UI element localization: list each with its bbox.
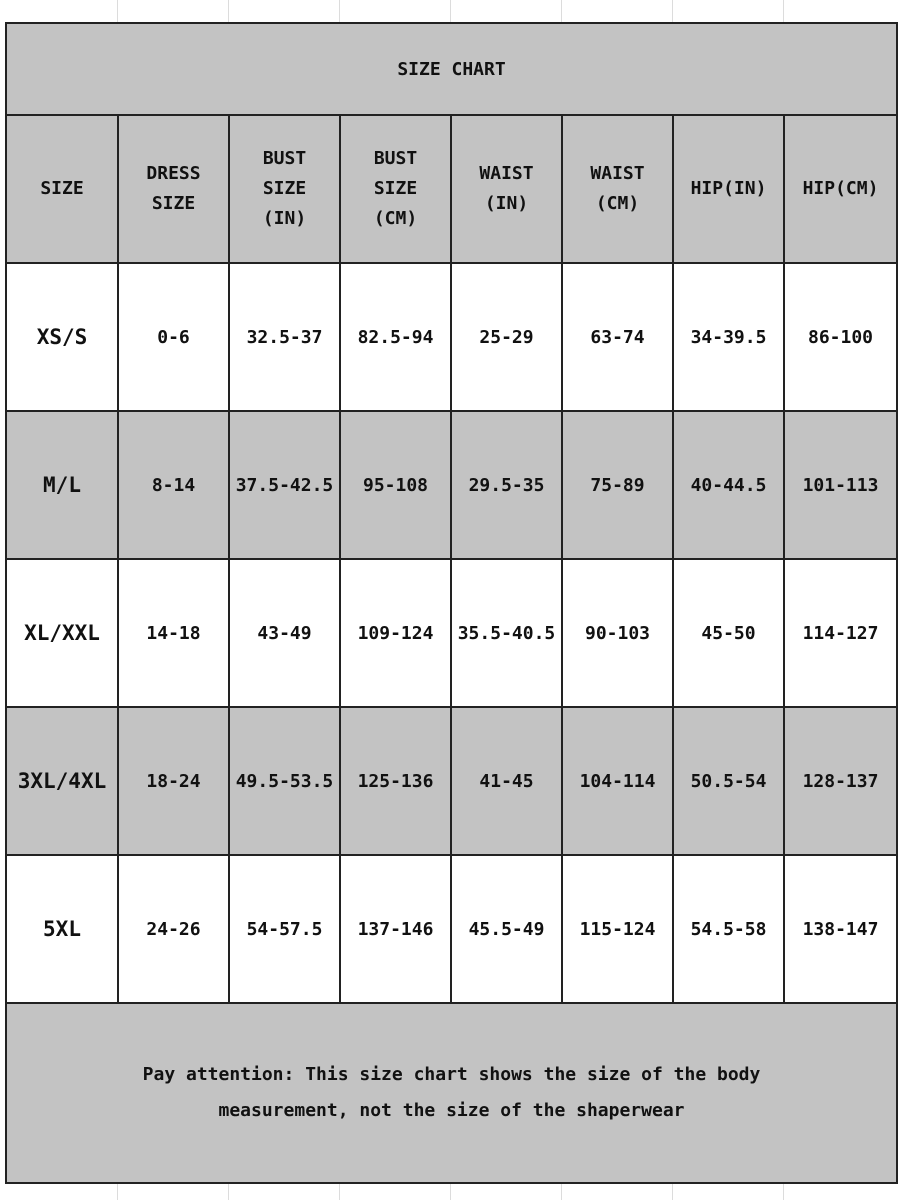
table-row [6, 411, 897, 559]
dress-size-cell: 8-14 [118, 411, 229, 559]
bust-in-cell: 32.5-37 [229, 263, 340, 411]
size-label-cell: 5XL [6, 855, 118, 1003]
gridline [117, 0, 118, 22]
size-chart-table [5, 22, 898, 1184]
note-line: measurement, not the size of the shaperwear [218, 1100, 685, 1121]
size-label-cell: XL/XXL [6, 559, 118, 707]
table-row [6, 559, 897, 707]
waist-in-cell: 25-29 [451, 263, 562, 411]
hip-cm-cell: 138-147 [784, 855, 897, 1003]
column-header-waist-in: WAIST (IN) [451, 115, 562, 263]
column-header-dress-size: DRESS SIZE [118, 115, 229, 263]
hip-cm-cell: 86-100 [784, 263, 897, 411]
size-label-cell: M/L [6, 411, 118, 559]
note-line: Pay attention: This size chart shows the size of the body [142, 1064, 761, 1085]
table-row [6, 263, 897, 411]
gridline [561, 0, 562, 22]
bust-cm-cell: 125-136 [340, 707, 451, 855]
bust-in-cell: 43-49 [229, 559, 340, 707]
column-header-hip-cm: HIP(CM) [784, 115, 897, 263]
dress-size-cell: 14-18 [118, 559, 229, 707]
bust-in-cell: 54-57.5 [229, 855, 340, 1003]
waist-cm-cell: 90-103 [562, 559, 673, 707]
bust-cm-cell: 137-146 [340, 855, 451, 1003]
title-row [6, 23, 897, 115]
note-row [6, 1003, 897, 1183]
column-header-waist-cm: WAIST (CM) [562, 115, 673, 263]
column-header-size: SIZE [6, 115, 118, 263]
size-label-cell: 3XL/4XL [6, 707, 118, 855]
hip-in-cell: 54.5-58 [673, 855, 784, 1003]
hip-cm-cell: 128-137 [784, 707, 897, 855]
bust-cm-cell: 109-124 [340, 559, 451, 707]
waist-in-cell: 29.5-35 [451, 411, 562, 559]
column-header-bust-in: BUST SIZE (IN) [229, 115, 340, 263]
waist-cm-cell: 115-124 [562, 855, 673, 1003]
hip-cm-cell: 114-127 [784, 559, 897, 707]
gridline [672, 0, 673, 22]
attention-note [6, 1003, 897, 1183]
column-header-bust-cm: BUST SIZE (CM) [340, 115, 451, 263]
waist-in-cell: 35.5-40.5 [451, 559, 562, 707]
gridline [450, 0, 451, 22]
bust-cm-cell: 95-108 [340, 411, 451, 559]
chart-title: SIZE CHART [6, 23, 897, 115]
table-row [6, 855, 897, 1003]
waist-in-cell: 45.5-49 [451, 855, 562, 1003]
waist-in-cell: 41-45 [451, 707, 562, 855]
hip-in-cell: 40-44.5 [673, 411, 784, 559]
hip-cm-cell: 101-113 [784, 411, 897, 559]
gridline [783, 0, 784, 22]
bust-in-cell: 49.5-53.5 [229, 707, 340, 855]
dress-size-cell: 24-26 [118, 855, 229, 1003]
waist-cm-cell: 63-74 [562, 263, 673, 411]
table-row [6, 707, 897, 855]
hip-in-cell: 45-50 [673, 559, 784, 707]
dress-size-cell: 0-6 [118, 263, 229, 411]
bust-cm-cell: 82.5-94 [340, 263, 451, 411]
hip-in-cell: 50.5-54 [673, 707, 784, 855]
column-header-hip-in: HIP(IN) [673, 115, 784, 263]
waist-cm-cell: 104-114 [562, 707, 673, 855]
waist-cm-cell: 75-89 [562, 411, 673, 559]
header-row [6, 115, 897, 263]
hip-in-cell: 34-39.5 [673, 263, 784, 411]
size-label-cell: XS/S [6, 263, 118, 411]
dress-size-cell: 18-24 [118, 707, 229, 855]
gridline [339, 0, 340, 22]
bust-in-cell: 37.5-42.5 [229, 411, 340, 559]
gridline [228, 0, 229, 22]
